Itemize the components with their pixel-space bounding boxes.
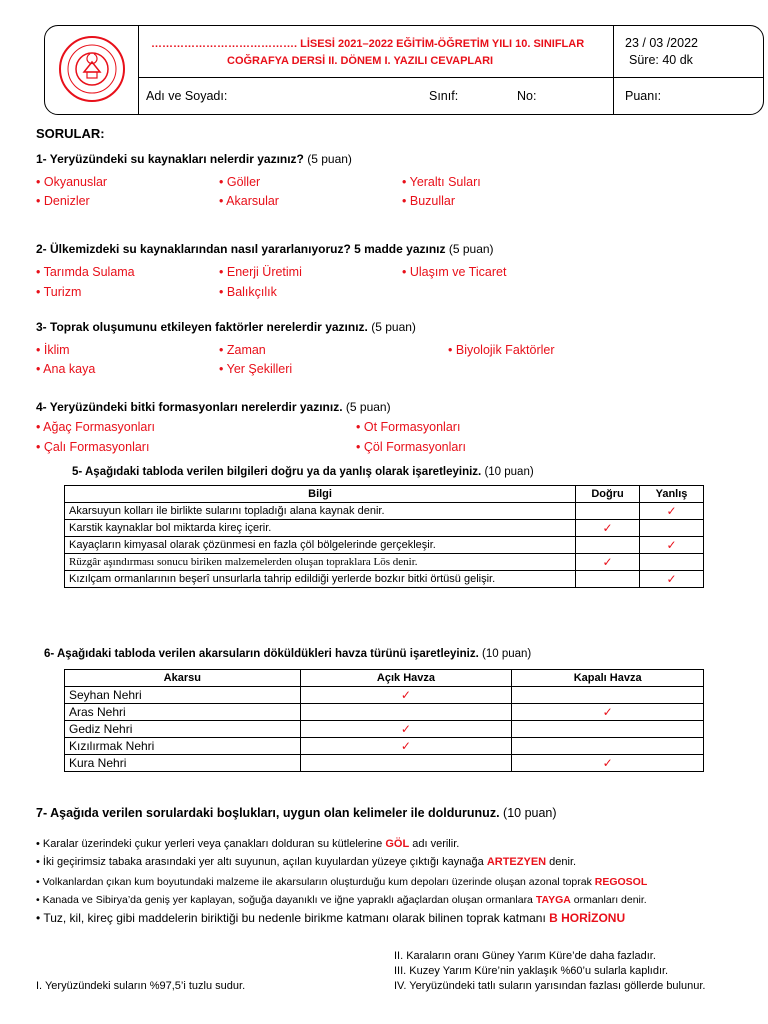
river-name-cell: Kura Nehri	[65, 755, 301, 772]
statement-cell: Kızılçam ormanlarının beşerî unsurlarla tahrip edildiği yerlerde bozkır bitki örtüsü gelişir.	[65, 571, 576, 588]
river-name-cell: Gediz Nehri	[65, 721, 301, 738]
check-mark-icon: ✓	[512, 755, 704, 772]
number-label: No:	[517, 89, 537, 103]
check-mark-icon	[576, 571, 640, 588]
question-7: 7- Aşağıda verilen sorulardaki boşlukları, uygun olan kelimeler ile doldurunuz. (10 puan)	[36, 806, 557, 820]
table-row	[65, 755, 704, 772]
exam-header	[44, 25, 764, 115]
answer-item: • Akarsular	[219, 194, 279, 208]
note-4: IV. Yeryüzündeki tatlı suların yarısından fazlası göllerde bulunur.	[394, 980, 706, 992]
answer-item: • Tarımda Sulama	[36, 265, 135, 279]
answer-item: • Okyanuslar	[36, 175, 107, 189]
score-label: Puanı:	[625, 89, 662, 103]
river-basin-table	[64, 669, 704, 772]
fill-blank-item: • Kanada ve Sibirya’da geniş yer kaplayan, soğuğa dayanıklı ve iğne yapraklı ağaçlardan oluşan ormanlara TAYGA ormanları denir.	[36, 894, 647, 906]
note-3: III. Kuzey Yarım Küre’nin yaklaşık %60’u sularla kaplıdır.	[394, 965, 669, 977]
river-name-cell: Kızılırmak Nehri	[65, 738, 301, 755]
check-mark-icon: ✓	[512, 704, 704, 721]
check-mark-icon	[512, 738, 704, 755]
check-mark-icon: ✓	[576, 520, 640, 537]
check-mark-icon: ✓	[576, 554, 640, 571]
table-row	[65, 520, 704, 537]
name-label: Adı ve Soyadı:	[146, 89, 228, 103]
answer-item: • Ana kaya	[36, 362, 95, 376]
exam-date: 23 / 03 /2022	[625, 36, 698, 50]
check-mark-icon	[512, 721, 704, 738]
check-mark-icon: ✓	[300, 687, 512, 704]
table-row	[65, 503, 704, 520]
check-mark-icon	[300, 704, 512, 721]
fill-blank-item: • Volkanlardan çıkan kum boyutundaki malzeme ile akarsuların oluşturduğu kum depoları üzerinde oluşan azonal toprak REGOSOL	[36, 876, 647, 888]
river-name-cell: Seyhan Nehri	[65, 687, 301, 704]
answer-item: • Biyolojik Faktörler	[448, 343, 555, 357]
answer-item: • Çalı Formasyonları	[36, 440, 149, 454]
answer-item: • Enerji Üretimi	[219, 265, 302, 279]
check-mark-icon	[640, 554, 704, 571]
answer-item: • Zaman	[219, 343, 266, 357]
question-6: 6- Aşağıdaki tabloda verilen akarsuların döküldükleri havza türünü işaretleyiniz. (10 puan)	[44, 648, 532, 660]
answer-item: • İklim	[36, 343, 70, 357]
answer-item: • Turizm	[36, 285, 81, 299]
question-3: 3- Toprak oluşumunu etkileyen faktörler nerelerdir yazınız. (5 puan)	[36, 320, 416, 334]
note-1: I. Yeryüzündeki suların %97,5’i tuzlu sudur.	[36, 980, 246, 992]
check-mark-icon	[512, 687, 704, 704]
statement-cell: Karstik kaynaklar bol miktarda kireç içerir.	[65, 520, 576, 537]
statement-cell: Kayaçların kimyasal olarak çözünmesi en fazla çöl bölgelerinde gerçekleşir.	[65, 537, 576, 554]
note-2: II. Karaların oranı Güney Yarım Küre’de daha fazladır.	[394, 950, 656, 962]
check-mark-icon: ✓	[300, 738, 512, 755]
fill-blank-item: • Tuz, kil, kireç gibi maddelerin biriktiği bu nedenle birikme katmanı olarak bilinen toprak katmanı B HORİZONU	[36, 911, 625, 925]
exam-duration: Süre: 40 dk	[629, 53, 693, 67]
sorular-heading: SORULAR:	[36, 126, 105, 141]
answer-item: • Ulaşım ve Ticaret	[402, 265, 506, 279]
table-row	[65, 704, 704, 721]
column-header: Yanlış	[640, 486, 704, 503]
fill-blank-item: • Karalar üzerindeki çukur yerleri veya çanakları dolduran su kütlelerine GÖL adı verilir.	[36, 838, 459, 850]
table-row	[65, 687, 704, 704]
column-header: Açık Havza	[300, 670, 512, 687]
table-row	[65, 721, 704, 738]
check-mark-icon: ✓	[640, 537, 704, 554]
meb-logo-icon	[57, 34, 127, 104]
answer-item: • Denizler	[36, 194, 90, 208]
question-2: 2- Ülkemizdeki su kaynaklarından nasıl yararlanıyoruz? 5 madde yazınız (5 puan)	[36, 242, 494, 256]
answer-item: • Yeraltı Suları	[402, 175, 481, 189]
check-mark-icon: ✓	[640, 571, 704, 588]
table-row	[65, 554, 704, 571]
statement-cell: Akarsuyun kolları ile birlikte sularını topladığı alana kaynak denir.	[65, 503, 576, 520]
true-false-table	[64, 485, 704, 588]
answer-item: • Ot Formasyonları	[356, 420, 460, 434]
answer-item: • Çöl Formasyonları	[356, 440, 466, 454]
answer-item: • Ağaç Formasyonları	[36, 420, 155, 434]
answer-item: • Yer Şekilleri	[219, 362, 292, 376]
question-5: 5- Aşağıdaki tabloda verilen bilgileri doğru ya da yanlış olarak işaretleyiniz. (10 puan)	[72, 466, 534, 478]
check-mark-icon	[640, 520, 704, 537]
table-row	[65, 537, 704, 554]
check-mark-icon: ✓	[640, 503, 704, 520]
check-mark-icon: ✓	[300, 721, 512, 738]
column-header: Bilgi	[65, 486, 576, 503]
answer-item: • Buzullar	[402, 194, 455, 208]
column-header: Doğru	[576, 486, 640, 503]
title-line-2: COĞRAFYA DERSİ II. DÖNEM I. YAZILI CEVAPLARI	[227, 55, 494, 67]
title-line-1: …………………………………. LİSESİ 2021–2022 EĞİTİM-ÖĞRETİM YILI 10. SINIFLAR	[151, 38, 585, 50]
column-header: Akarsu	[65, 670, 301, 687]
answer-item: • Balıkçılık	[219, 285, 277, 299]
check-mark-icon	[576, 537, 640, 554]
answer-item: • Göller	[219, 175, 260, 189]
river-name-cell: Aras Nehri	[65, 704, 301, 721]
check-mark-icon	[576, 503, 640, 520]
table-row	[65, 571, 704, 588]
fill-blank-item: • İki geçirimsiz tabaka arasındaki yer altı suyunun, açılan kuyulardan yüzeye çıktığı kaynağa ARTEZYEN denir.	[36, 856, 576, 868]
class-label: Sınıf:	[429, 89, 459, 103]
statement-cell: Rüzgâr aşındırması sonucu biriken malzemelerden oluşan topraklara Lös denir.	[65, 554, 576, 571]
column-header: Kapalı Havza	[512, 670, 704, 687]
check-mark-icon	[300, 755, 512, 772]
question-4: 4- Yeryüzündeki bitki formasyonları nerelerdir yazınız. (5 puan)	[36, 400, 391, 414]
question-1: 1- Yeryüzündeki su kaynakları nelerdir yazınız? (5 puan)	[36, 152, 352, 166]
table-row	[65, 738, 704, 755]
